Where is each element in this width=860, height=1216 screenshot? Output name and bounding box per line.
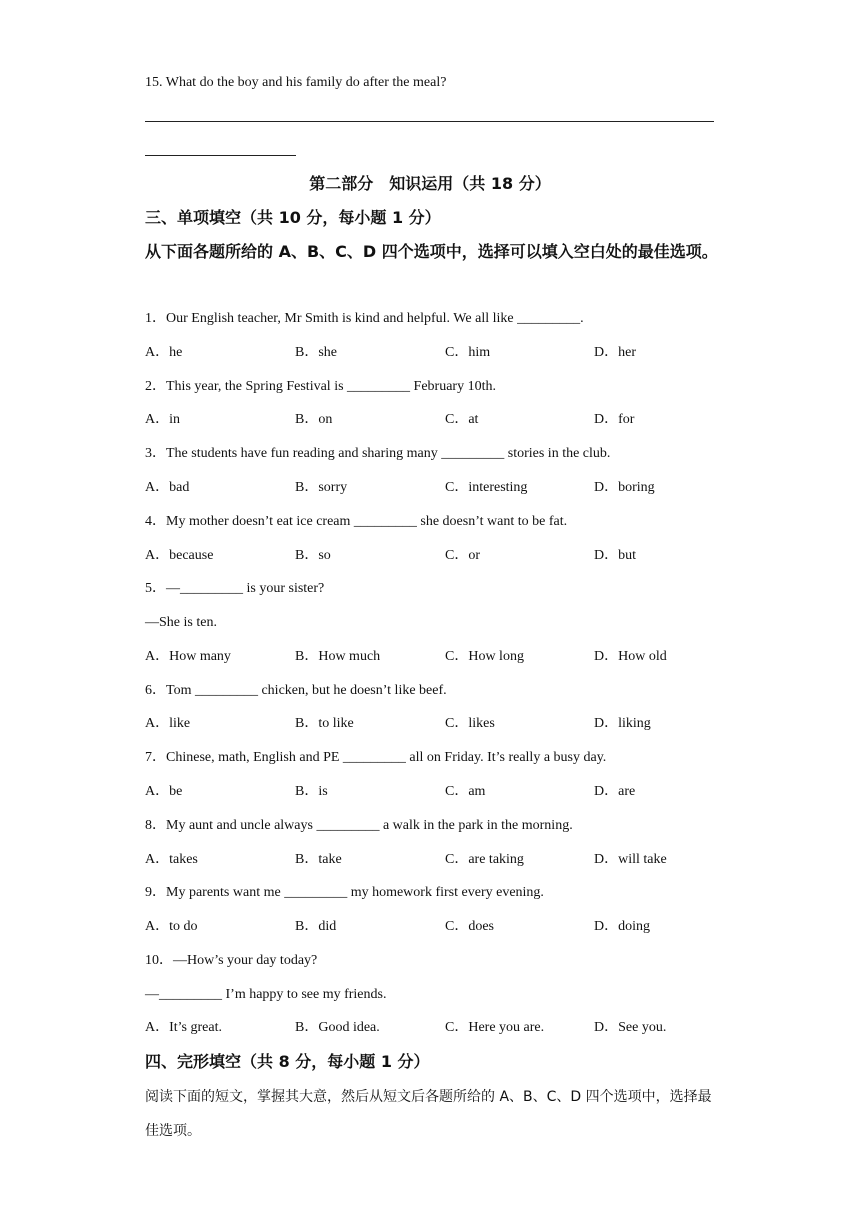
option-b: B．on (295, 412, 333, 427)
answer-line-1 (145, 121, 714, 122)
option-a: A．It’s great. (145, 1020, 222, 1035)
option-d: D．boring (594, 480, 655, 495)
option-d: D．for (594, 412, 635, 427)
answer-line-2 (145, 155, 296, 156)
question-stem-reply: —_________ I’m happy to see my friends. (145, 987, 387, 1002)
option-b: B．so (295, 548, 331, 563)
option-b: B．take (295, 852, 342, 867)
question-stem: 8．My aunt and uncle always _________ a walk in the park in the morning. (145, 818, 573, 833)
option-c: C．Here you are. (445, 1020, 545, 1035)
option-b: B．sorry (295, 480, 348, 495)
option-d: D．liking (594, 716, 651, 731)
option-c: C．are taking (445, 852, 524, 867)
question-stem: 7．Chinese, math, English and PE _________ all on Friday. It’s really a busy day. (145, 750, 607, 765)
question-stem: 4．My mother doesn’t eat ice cream _________ she doesn’t want to be fat. (145, 514, 568, 529)
option-b: B．did (295, 919, 337, 934)
option-b: B．is (295, 784, 328, 799)
option-a: A．to do (145, 919, 198, 934)
option-b: B．she (295, 345, 337, 360)
section-3-heading: 三、单项填空（共 10 分，每小题 1 分） (145, 208, 441, 227)
section-4-heading: 四、完形填空（共 8 分，每小题 1 分） (145, 1052, 430, 1071)
option-a: A．takes (145, 852, 198, 867)
question-stem: 3．The students have fun reading and sharing many _________ stories in the club. (145, 446, 611, 461)
option-d: D．are (594, 784, 636, 799)
option-d: D．will take (594, 852, 667, 867)
option-c: C．does (445, 919, 494, 934)
option-a: A．be (145, 784, 183, 799)
option-d: D．her (594, 345, 636, 360)
question-stem: 1．Our English teacher, Mr Smith is kind and helpful. We all like _________. (145, 311, 584, 326)
option-a: A．bad (145, 480, 190, 495)
question-stem: 9．My parents want me _________ my homework first every evening. (145, 885, 544, 900)
option-d: D．but (594, 548, 636, 563)
question-stem-reply: —She is ten. (145, 615, 217, 630)
option-a: A．How many (145, 649, 231, 664)
question-stem: 5．—_________ is your sister? (145, 581, 325, 596)
option-a: A．because (145, 548, 214, 563)
option-a: A．like (145, 716, 191, 731)
option-c: C．interesting (445, 480, 528, 495)
part-title: 第二部分 知识运用（共 18 分） (309, 174, 551, 193)
option-d: D．See you. (594, 1020, 667, 1035)
section-4-instruction: 阅读下面的短文，掌握其大意，然后从短文后各题所给的 A、B、C、D 四个选项中，选择最佳选项。 (145, 1089, 712, 1139)
option-b: B．to like (295, 716, 354, 731)
option-d: D．doing (594, 919, 650, 934)
option-c: C．at (445, 412, 479, 427)
question-15: 15. What do the boy and his family do after the meal? (145, 75, 447, 90)
section-3-instruction: 从下面各题所给的 A、B、C、D 四个选项中，选择可以填入空白处的最佳选项。 (145, 242, 718, 261)
option-c: C．him (445, 345, 491, 360)
option-d: D．How old (594, 649, 667, 664)
option-c: C．am (445, 784, 486, 799)
option-a: A．he (145, 345, 183, 360)
option-c: C．How long (445, 649, 524, 664)
option-b: B．Good idea. (295, 1020, 380, 1035)
option-b: B．How much (295, 649, 381, 664)
question-stem: 10．—How’s your day today? (145, 953, 318, 968)
question-stem: 2．This year, the Spring Festival is _________ February 10th. (145, 379, 496, 394)
question-stem: 6．Tom _________ chicken, but he doesn’t like beef. (145, 683, 447, 698)
option-a: A．in (145, 412, 180, 427)
option-c: C．likes (445, 716, 495, 731)
option-c: C．or (445, 548, 480, 563)
